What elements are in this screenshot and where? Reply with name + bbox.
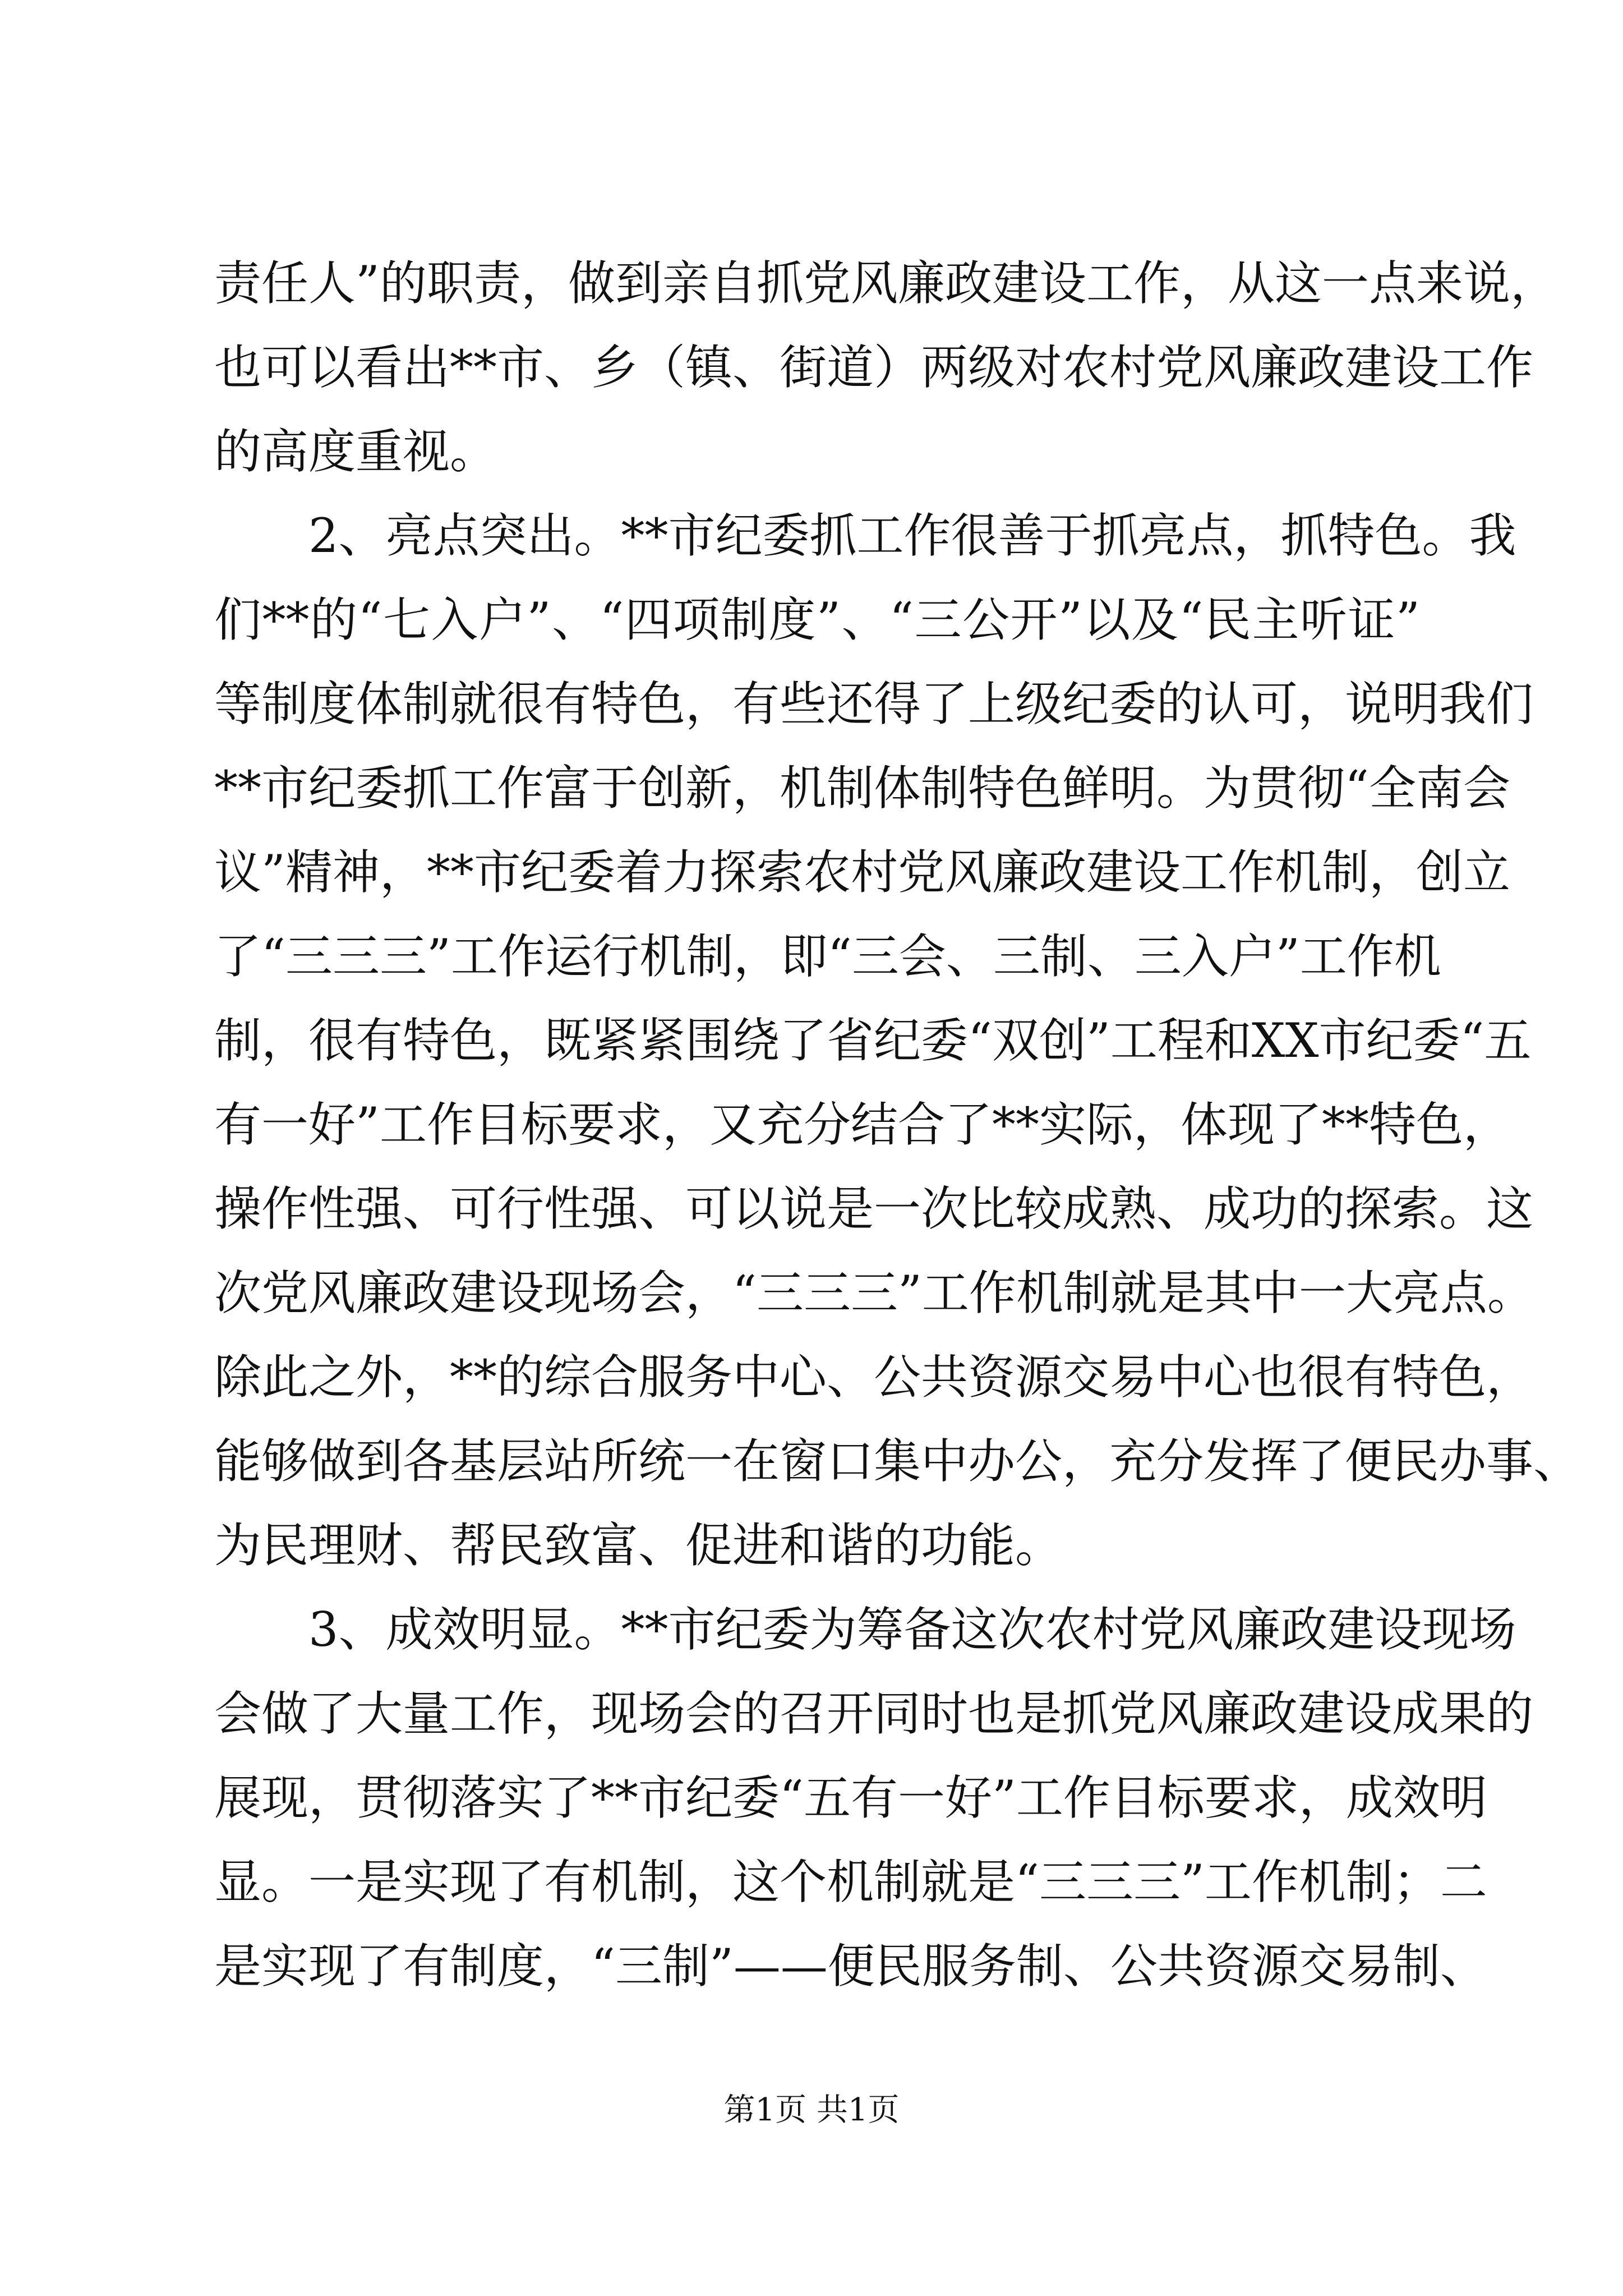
text-line: 也可以看出**市、乡（镇、街道）两级对农村党风廉政建设工作 — [214, 340, 1534, 395]
text-line: 有一好”工作目标要求，又充分结合了**实际，体现了**特色， — [214, 1097, 1510, 1152]
text-line: 是实现了有制度，“三制”——便民服务制、公共资源交易制、 — [214, 1939, 1487, 1994]
paragraph — [214, 494, 1581, 1588]
text-line: 除此之外，**的综合服务中心、公共资源交易中心也很有特色， — [214, 1350, 1534, 1405]
text-line: 会做了大量工作，现场会的召开同时也是抓党风廉政建设成果的 — [214, 1686, 1534, 1741]
text-line: 了“三三三”工作运行机制，即“三会、三制、三入户”工作机 — [214, 929, 1441, 984]
text-line: 操作性强、可行性强、可以说是一次比较成熟、成功的探索。这 — [214, 1181, 1534, 1236]
text-line: 的高度重视。 — [214, 424, 497, 479]
text-line: 们**的“七入户”、“四项制度”、“三公开”以及“民主听证” — [214, 592, 1420, 647]
text-line: 为民理财、帮民致富、促进和谐的功能。 — [214, 1518, 1063, 1573]
body-text — [214, 241, 1581, 2008]
paragraph — [214, 1588, 1534, 2008]
text-line: 能够做到各基层站所统一在窗口集中办公，充分发挥了便民办事、 — [214, 1434, 1581, 1489]
text-line: 制，很有特色，既紧紧围绕了省纪委“双创”工程和XX市纪委“五 — [214, 1013, 1532, 1068]
text-line: 等制度体制就很有特色，有些还得了上级纪委的认可，说明我们 — [214, 677, 1534, 731]
paragraph — [214, 241, 1557, 494]
text-line: **市纪委抓工作富于创新，机制体制特色鲜明。为贯彻“全南会 — [214, 761, 1510, 816]
text-line: 3、成效明显。**市纪委为筹备这次农村党风廉政建设现场 — [308, 1602, 1516, 1657]
text-line: 显。一是实现了有机制，这个机制就是“三三三”工作机制；二 — [214, 1855, 1487, 1910]
text-line: 议”精神，**市纪委着力探索农村党风廉政建设工作机制，创立 — [214, 845, 1510, 900]
text-line: 次党风廉政建设现场会，“三三三”工作机制就是其中一大亮点。 — [214, 1266, 1534, 1320]
text-line: 责任人”的职责，做到亲自抓党风廉政建设工作，从这一点来说， — [214, 256, 1557, 311]
text-line: 展现，贯彻落实了**市纪委“五有一好”工作目标要求，成效明 — [214, 1770, 1487, 1825]
page-footer: 第1页 共1页 — [723, 2092, 900, 2128]
text-line: 2、亮点突出。**市纪委抓工作很善于抓亮点，抓特色。我 — [308, 508, 1516, 563]
